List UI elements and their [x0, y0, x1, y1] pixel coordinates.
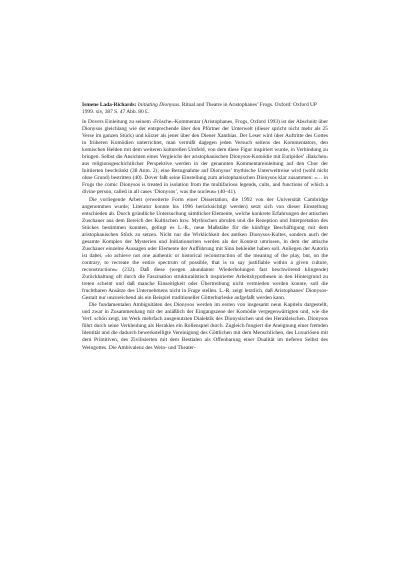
book-citation: [82, 102, 328, 116]
review-paragraph-2: Die vorliegende Arbeit (erweiterte Form einer Dissertation, die 1992 von der Universität Cambridge angenommen wurde; Literatur konnte bis 1996 berücksichtigt werden) setzt sich von dieser Einstellung entschieden ab. Durch gründliche Untersuchung sämtlicher Elemente, welche konkrete Erfahrungen der attischen Zuschauer aus dem Bereich des Kultischen bzw. Mythischen abrufen und die Rezeption und Interpretation des Stückes bestimmen konnten, gelingt es L.-R., neue Maßstäbe für die künftige Beschäftigung mit dem aristophanischen Stück zu setzen. Nicht nur die Wirklichkeit des antiken Dionysos-Kultes, sondern auch der gesamte Komplex der Mysterien und Initiationsriten werden als der Kontext umrissen, in dem der attische Zuschauer einzelne Aussagen oder Elemente der Aufführung mit Sinn bekleidet haben soll. Anliegen der Autorin ist dabei, «to achieve not one authentic or historical reconstruction of the meaning of the play, but, on the contrary, to recreate the entire spectrum of possible, that is to say justifiable within a given culture, reconstructions» (232). Daß diese (wegen abundanter Wiederholungen fast beschwörend klingende) Zurückhaltung oft durch die Faszination strukturalistisch inspirierter Arbeitshypothesen in den Hintergrund zu treten scheint und daß manche Einseitigkeit oder Übertreibung nicht vermieden werden konnte, soll die fruchtbaren Ansätze des Unternehmens nicht in Frage stellen. L.-R. zeigt letztlich, daß Aristophanes’ Dionysos-Gestalt nur unzureichend als ein Beispiel traditioneller Götterburleske aufgefaßt werden kann.: [82, 196, 328, 302]
book-details: Ritual and Theatre in Aristophanes’ Frogs. Oxford: Oxford UP 1999. xiv, 387 S. 47 Abb. 80 £.: [82, 102, 317, 115]
review-paragraph-1: In Dovers Einleitung zu seinem ›Frösche‹-Kommentar (Aristophanes, Frogs, Oxford 1993) ist der Abschnitt über Dionysos gleichlang wie der entsprechende über den Pförtner der Unterwelt (dieser spricht nicht mehr als 25 Verse im ganzen Stück) und kürzer als jener über den Diener Xanthias. Der Leser wird über Auftritte des Gottes in früheren Komödien unterrichtet, man vermißt dagegen jeden Versuch seitens des Kommentators, den komischen Helden mit dem weiteren kulturellen Umfeld, von dem diese Figur inspiriert wurde, in Verbindung zu bringen. Selbst die Ansichten eines Vergleichs der aristophanischen Dionysos-Komödie mit Euripides’ ›Bakchen‹ aus religionsgeschichtlicher Perspektive werden in der genannten Kommentareinleitung auf den Chor der Initiierten beschränkt (38 Anm. 2); eine Bezugnahme auf Dionysos’ mythische Unterweltreise wird (wohl nicht ohne Grund) bestritten (40). Dover faßt seine Einstellung zum aristophanischen Dionysos klar zusammen: «… in Frogs the comic Dionysos is treated in isolation from the multifarious legends, cults, and functions of which a divine person, called in all cases ‘Dionysos’, was the nucleus» (40–41).: [82, 119, 328, 196]
book-title: Initiating Dionysus.: [137, 102, 181, 108]
review-paragraph-3: Die fundamentalen Ambiguitäten des Dionysos werden im ersten von insgesamt neun Kapiteln dargestellt, und zwar in Zusammenhang mit der anläßlich der Eingangszene der Komödie vergegenwärtigten und, wie die Verf. schön zeigt, im Werk mehrfach ausgenutzten Dialektik des Dionysischen und des Herakleischen. Dionysos führt durch seine Verkleidung als Herakles ein Rollenspiel durch. Zugleich fungiert die Aneignung einer fremden Identität und die dadurch bewerkstelligte Vereinigung des Göttlichen mit dem Menschlichen, des Luxuriösen mit dem Primitiven, des Zivilisierten mit dem Bestialen als Offenbarung einer Dualität im tieferen Selbst des Weingottes. Die Ambivalenz des Wein- und Theater-: [82, 302, 328, 351]
review-author: Ismene Lada-Richards:: [82, 102, 137, 108]
review-page: [82, 102, 328, 352]
